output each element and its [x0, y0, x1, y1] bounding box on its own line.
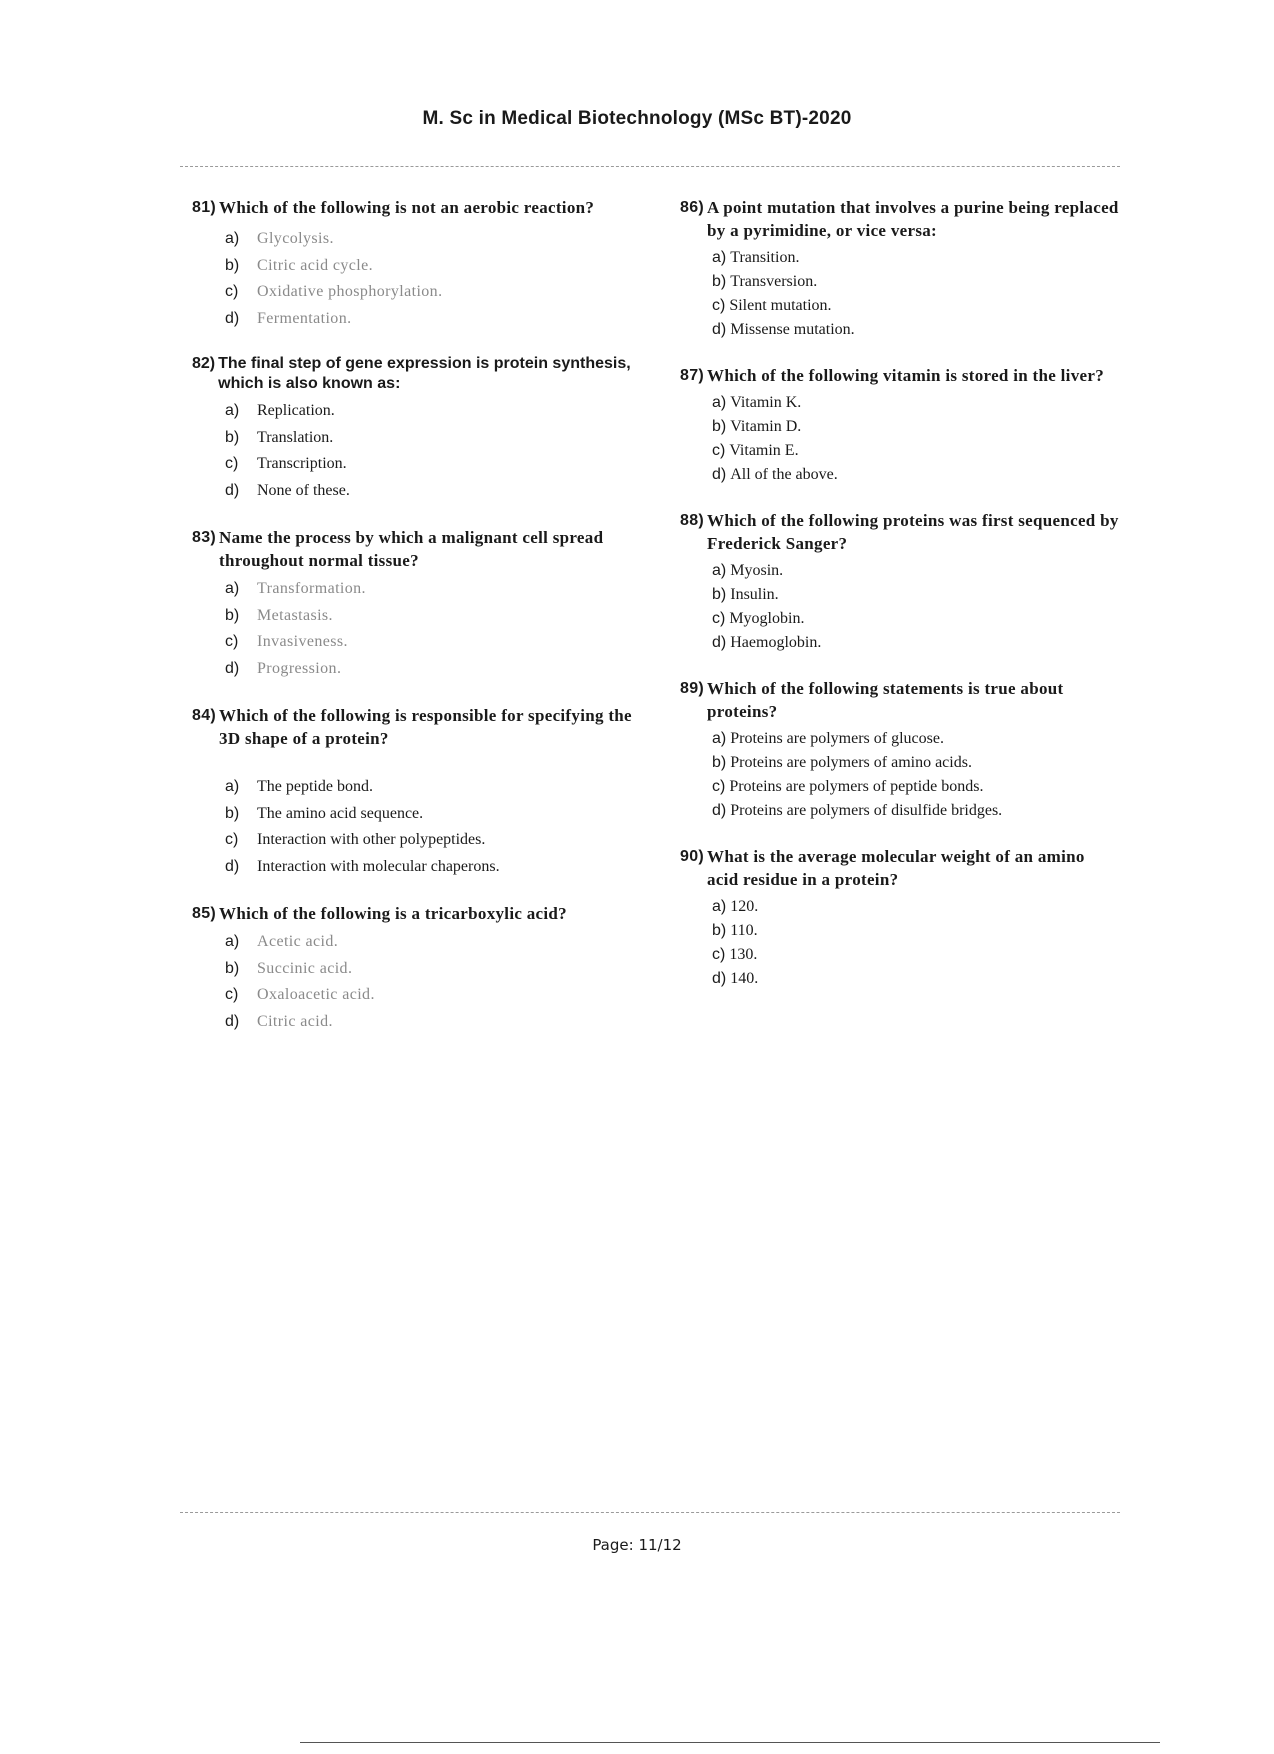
- options-list: [192, 774, 642, 880]
- spacer: [192, 750, 642, 770]
- page-number: Page: 11/12: [592, 1536, 682, 1554]
- question-header: [192, 526, 642, 572]
- option-d: d) 140.: [712, 970, 759, 987]
- option-a: a) Myosin.: [712, 562, 784, 579]
- question-text: A point mutation that involves a purine being replaced by a pyrimidine, or vice versa:: [707, 198, 1119, 240]
- option-c: c) Silent mutation.: [712, 297, 832, 314]
- options-list: [680, 391, 1120, 487]
- option-b: b) Translation.: [225, 428, 334, 446]
- question-82: [192, 354, 642, 504]
- footer-divider: [180, 1512, 1120, 1513]
- option-d: d) None of these.: [225, 481, 350, 499]
- question-86: [680, 196, 1120, 342]
- option-a: a) Transition.: [712, 249, 800, 266]
- option-b: b) Succinic acid.: [225, 959, 353, 977]
- option-b: b) Vitamin D.: [712, 418, 802, 435]
- question-text: Which of the following proteins was first sequenced by Frederick Sanger?: [707, 511, 1119, 553]
- question-90: [680, 845, 1120, 991]
- option-d: d) Progression.: [225, 659, 342, 677]
- question-number: 88): [680, 512, 705, 529]
- right-column: [680, 196, 1120, 1013]
- question-text: The final step of gene expression is protein synthesis, which is also known as:: [218, 355, 631, 392]
- option-b: b) Proteins are polymers of amino acids.: [712, 754, 972, 771]
- option-d: d) Citric acid.: [225, 1012, 333, 1030]
- options-list: [192, 929, 642, 1035]
- options-list: [680, 246, 1120, 342]
- option-d: d) Proteins are polymers of disulfide bridges.: [712, 802, 1003, 819]
- option-c: c) Interaction with other polypeptides.: [225, 831, 486, 848]
- option-d: d) Haemoglobin.: [712, 634, 822, 651]
- option-d: d) All of the above.: [712, 466, 838, 483]
- question-81: [192, 196, 642, 332]
- question-text: What is the average molecular weight of an amino acid residue in a protein?: [707, 847, 1085, 889]
- question-text: Name the process by which a malignant cell spread throughout normal tissue?: [219, 528, 604, 570]
- option-b: b) Citric acid cycle.: [225, 256, 374, 274]
- header-divider: [180, 166, 1120, 167]
- option-b: b) Metastasis.: [225, 606, 333, 624]
- question-number: 87): [680, 367, 705, 384]
- option-d: d) Fermentation.: [225, 309, 352, 327]
- option-a: a) Replication.: [225, 402, 335, 419]
- question-number: 84): [192, 707, 217, 724]
- question-84: [192, 704, 642, 880]
- question-number: 86): [680, 199, 705, 216]
- options-list: [680, 895, 1120, 991]
- question-text: Which of the following is responsible for specifying the 3D shape of a protein?: [219, 706, 632, 748]
- question-number: 90): [680, 848, 705, 865]
- option-c: c) Transcription.: [225, 455, 347, 472]
- option-b: b) 110.: [712, 922, 758, 939]
- option-a: a) Glycolysis.: [225, 230, 334, 247]
- option-b: b) Transversion.: [712, 273, 818, 290]
- question-header: [192, 902, 642, 925]
- question-88: [680, 509, 1120, 655]
- options-list: [192, 576, 642, 682]
- question-header: [680, 364, 1120, 387]
- options-list: [680, 559, 1120, 655]
- option-a: a) Proteins are polymers of glucose.: [712, 730, 944, 747]
- question-header: [192, 704, 642, 750]
- option-b: b) The amino acid sequence.: [225, 804, 424, 822]
- question-header: [192, 196, 642, 219]
- question-header: [680, 509, 1120, 555]
- question-text: Which of the following is not an aerobic reaction?: [219, 198, 595, 217]
- question-number: 83): [192, 529, 217, 546]
- options-list: [192, 226, 642, 332]
- question-header: [680, 845, 1120, 891]
- question-number: 89): [680, 680, 705, 697]
- question-number: 81): [192, 199, 217, 216]
- question-header: [192, 354, 642, 394]
- option-d: d) Missense mutation.: [712, 321, 855, 338]
- question-text: Which of the following statements is true about proteins?: [707, 679, 1064, 721]
- question-89: [680, 677, 1120, 823]
- question-text: Which of the following is a tricarboxylic acid?: [219, 904, 567, 923]
- options-list: [192, 398, 642, 504]
- option-c: c) Invasiveness.: [225, 633, 348, 650]
- option-c: c) Vitamin E.: [712, 442, 799, 459]
- question-text: Which of the following vitamin is stored in the liver?: [707, 366, 1104, 385]
- option-a: a) 120.: [712, 898, 759, 915]
- question-header: [680, 196, 1120, 242]
- options-list: [680, 727, 1120, 823]
- option-a: a) Transformation.: [225, 580, 366, 597]
- question-85: [192, 902, 642, 1035]
- option-a: a) Acetic acid.: [225, 933, 339, 950]
- option-c: c) 130.: [712, 946, 758, 963]
- option-a: a) Vitamin K.: [712, 394, 802, 411]
- question-number: 85): [192, 905, 217, 922]
- option-b: b) Insulin.: [712, 586, 779, 603]
- left-column: [192, 196, 642, 1057]
- question-number: 82): [192, 355, 216, 372]
- option-d: d) Interaction with molecular chaperons.: [225, 857, 500, 875]
- page-title: M. Sc in Medical Biotechnology (MSc BT)-2020: [422, 108, 852, 129]
- scan-edge-line: [300, 1742, 1160, 1743]
- question-header: [680, 677, 1120, 723]
- option-c: c) Oxidative phosphorylation.: [225, 283, 443, 300]
- option-c: c) Oxaloacetic acid.: [225, 986, 375, 1003]
- option-c: c) Myoglobin.: [712, 610, 805, 627]
- option-a: a) The peptide bond.: [225, 778, 373, 795]
- question-83: [192, 526, 642, 682]
- question-87: [680, 364, 1120, 487]
- option-c: c) Proteins are polymers of peptide bonds.: [712, 778, 984, 795]
